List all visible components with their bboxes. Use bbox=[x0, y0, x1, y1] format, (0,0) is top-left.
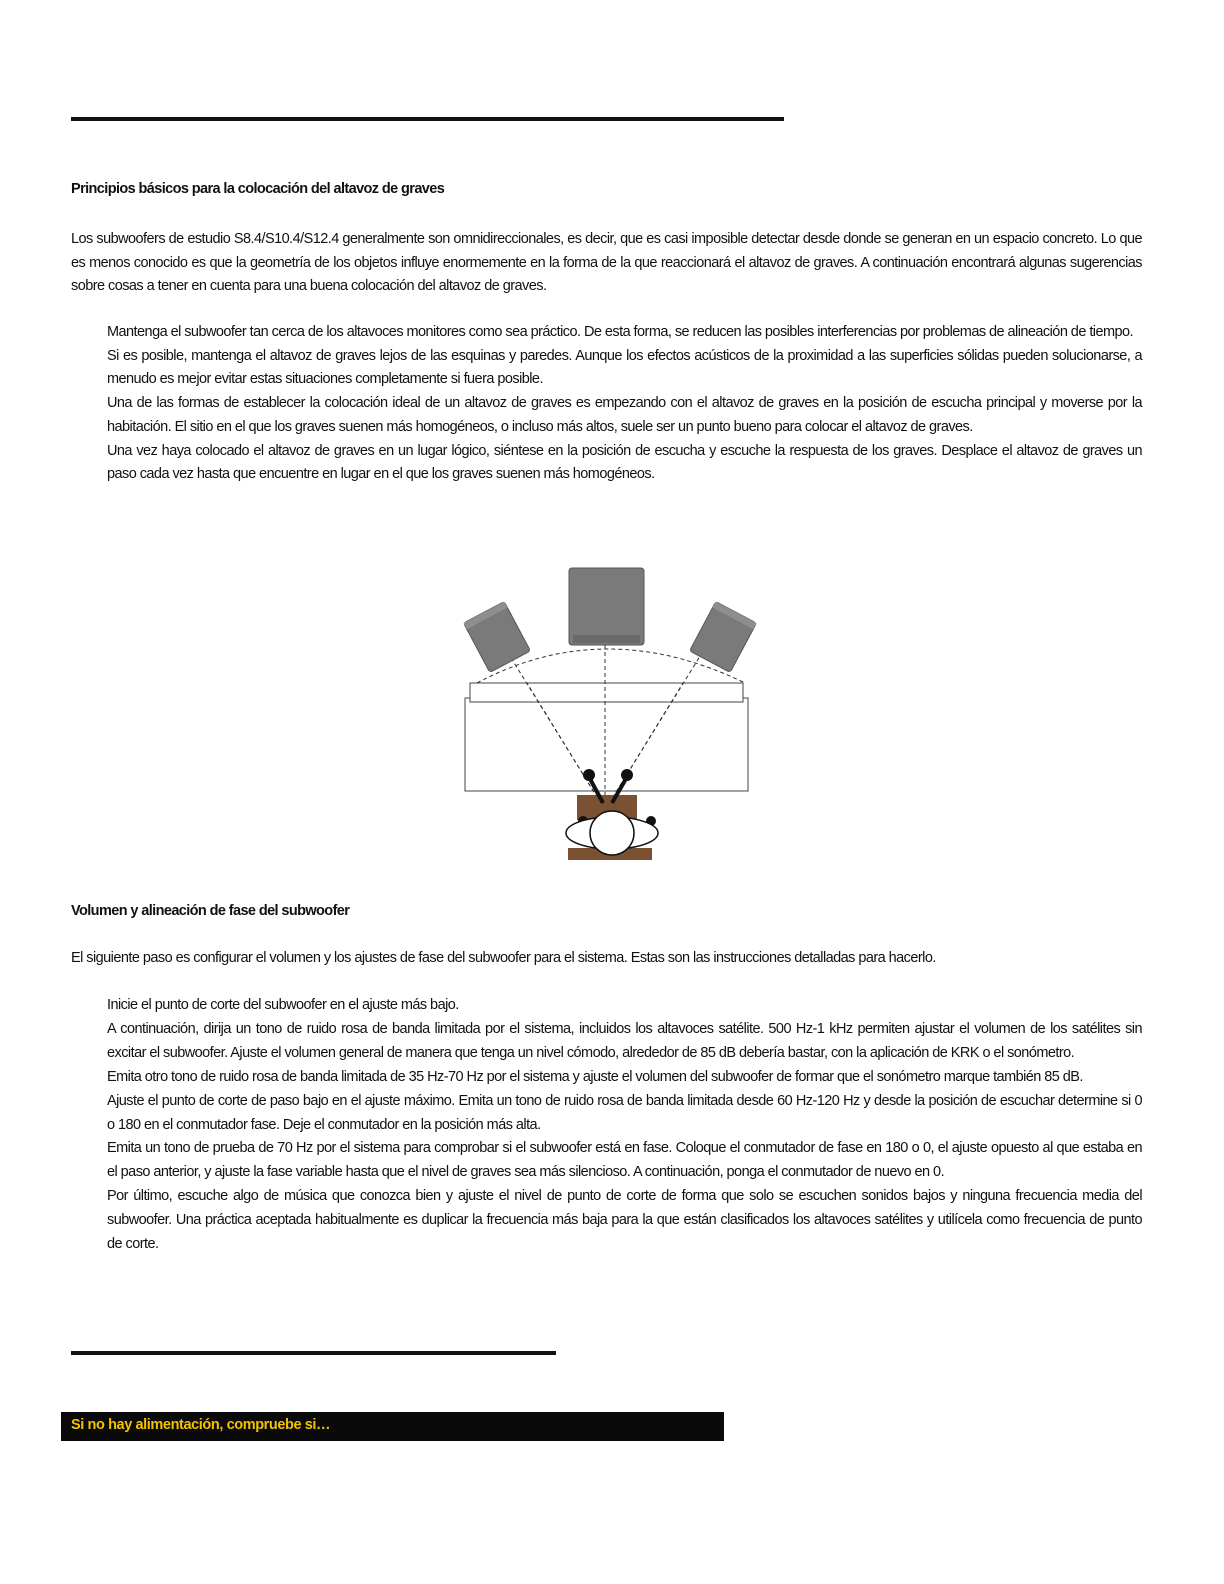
list-item: Por último, escuche algo de música que conozca bien y ajuste el nivel de punto de corte de forma que solo se escuchen sonidos bajos y ninguna frecuencia media del subwoofer. Una práctica aceptada habitualmente es duplicar la frecuencia más baja para la que están clasificados los altavoces satélites y utilícela como frecuencia de punto de corte. bbox=[107, 1188, 1142, 1253]
list-item: Ajuste el punto de corte de paso bajo en el ajuste máximo. Emita un tono de ruido rosa de banda limitada desde 60 Hz-120 Hz y desde la posición de escuchar determine si 0 o 180 en el conmutador fase. Deje el conmutador en la posición más alta. bbox=[107, 1092, 1142, 1133]
list-item: Emita otro tono de ruido rosa de banda limitada de 35 Hz-70 Hz por el sistema y ajuste el volumen del subwoofer de formar que el sonómetro marque también 85 dB. bbox=[107, 1068, 1083, 1085]
placement-intro: Los subwoofers de estudio S8.4/S10.4/S12.4 generalmente son omnidireccionales, es decir, que es casi imposible detectar desde donde se generan en un espacio concreto. Lo que es menos conocido es que la geometría de los objetos influye enormemente en la forma de la que reaccionará el altavoz de graves. A continuación encontrará algunas sugerencias sobre cosas a tener en cuenta para una buena colocación del altavoz de graves. bbox=[71, 231, 1142, 294]
subwoofer-icon bbox=[569, 568, 644, 645]
list-item: Inicie el punto de corte del subwoofer en el ajuste más bajo. bbox=[107, 997, 459, 1013]
placement-tips-list bbox=[107, 321, 1142, 487]
troubleshooting-banner-text: Si no hay alimentación, compruebe si… bbox=[71, 1417, 331, 1433]
left-monitor-icon bbox=[464, 601, 531, 672]
list-item: Una de las formas de establecer la colocación ideal de un altavoz de graves es empezando con el altavoz de graves en la posición de escucha principal y moverse por la habitación. El sitio en el que los graves suenen más homogéneos, o incluso más altos, suele ser un punto bueno para colocar el altavoz de graves. bbox=[107, 395, 1142, 435]
subwoofer-placement-diagram bbox=[455, 565, 765, 865]
bottom-divider bbox=[71, 1351, 556, 1355]
list-item: Si es posible, mantenga el altavoz de graves lejos de las esquinas y paredes. Aunque los efectos acústicos de la proximidad a las superficies sólidas pueden solucionarse, a menudo es mejor evitar estas situaciones completamente si fuera posible. bbox=[107, 347, 1142, 388]
top-divider bbox=[71, 117, 784, 121]
right-monitor-icon bbox=[690, 601, 757, 672]
section-title-placement: Principios básicos para la colocación del altavoz de graves bbox=[71, 181, 445, 197]
volume-phase-intro: El siguiente paso es configurar el volumen y los ajustes de fase del subwoofer para el sistema. Estas son las instrucciones detalladas para hacerlo. bbox=[71, 950, 936, 966]
volume-phase-steps-list bbox=[107, 994, 1142, 1257]
section-title-volume-phase: Volumen y alineación de fase del subwoofer bbox=[71, 903, 350, 919]
list-item: Emita un tono de prueba de 70 Hz por el sistema para comprobar si el subwoofer está en fase. Coloque el conmutador de fase en 180 o 0, el ajuste opuesto al que estaba en el paso anterior, y ajuste la fase variable hasta que el nivel de graves sea más silencioso. A continuación, ponga el conmutador de nuevo en 0. bbox=[107, 1140, 1142, 1181]
desk-icon bbox=[465, 683, 748, 791]
list-item: A continuación, dirija un tono de ruido rosa de banda limitada por el sistema, incluidos los altavoces satélite. 500 Hz-1 kHz permiten ajustar el volumen de los satélites sin excitar el subwoofer. Ajuste el volumen general de manera que tenga un nivel cómodo, alrededor de 85 dB debería bastar, con la aplicación de KRK o el sonómetro. bbox=[107, 1020, 1142, 1061]
list-item: Una vez haya colocado el altavoz de graves en un lugar lógico, siéntese en la posición de escucha y escuche la respuesta de los graves. Desplace el altavoz de graves un paso cada vez hasta que encuentre en lugar en el que los graves suenen más homogéneos. bbox=[107, 442, 1142, 483]
list-item: Mantenga el subwoofer tan cerca de los altavoces monitores como sea práctico. De esta forma, se reducen las posibles interferencias por problemas de alineación de tiempo. bbox=[107, 324, 1134, 340]
troubleshooting-banner bbox=[61, 1412, 724, 1441]
